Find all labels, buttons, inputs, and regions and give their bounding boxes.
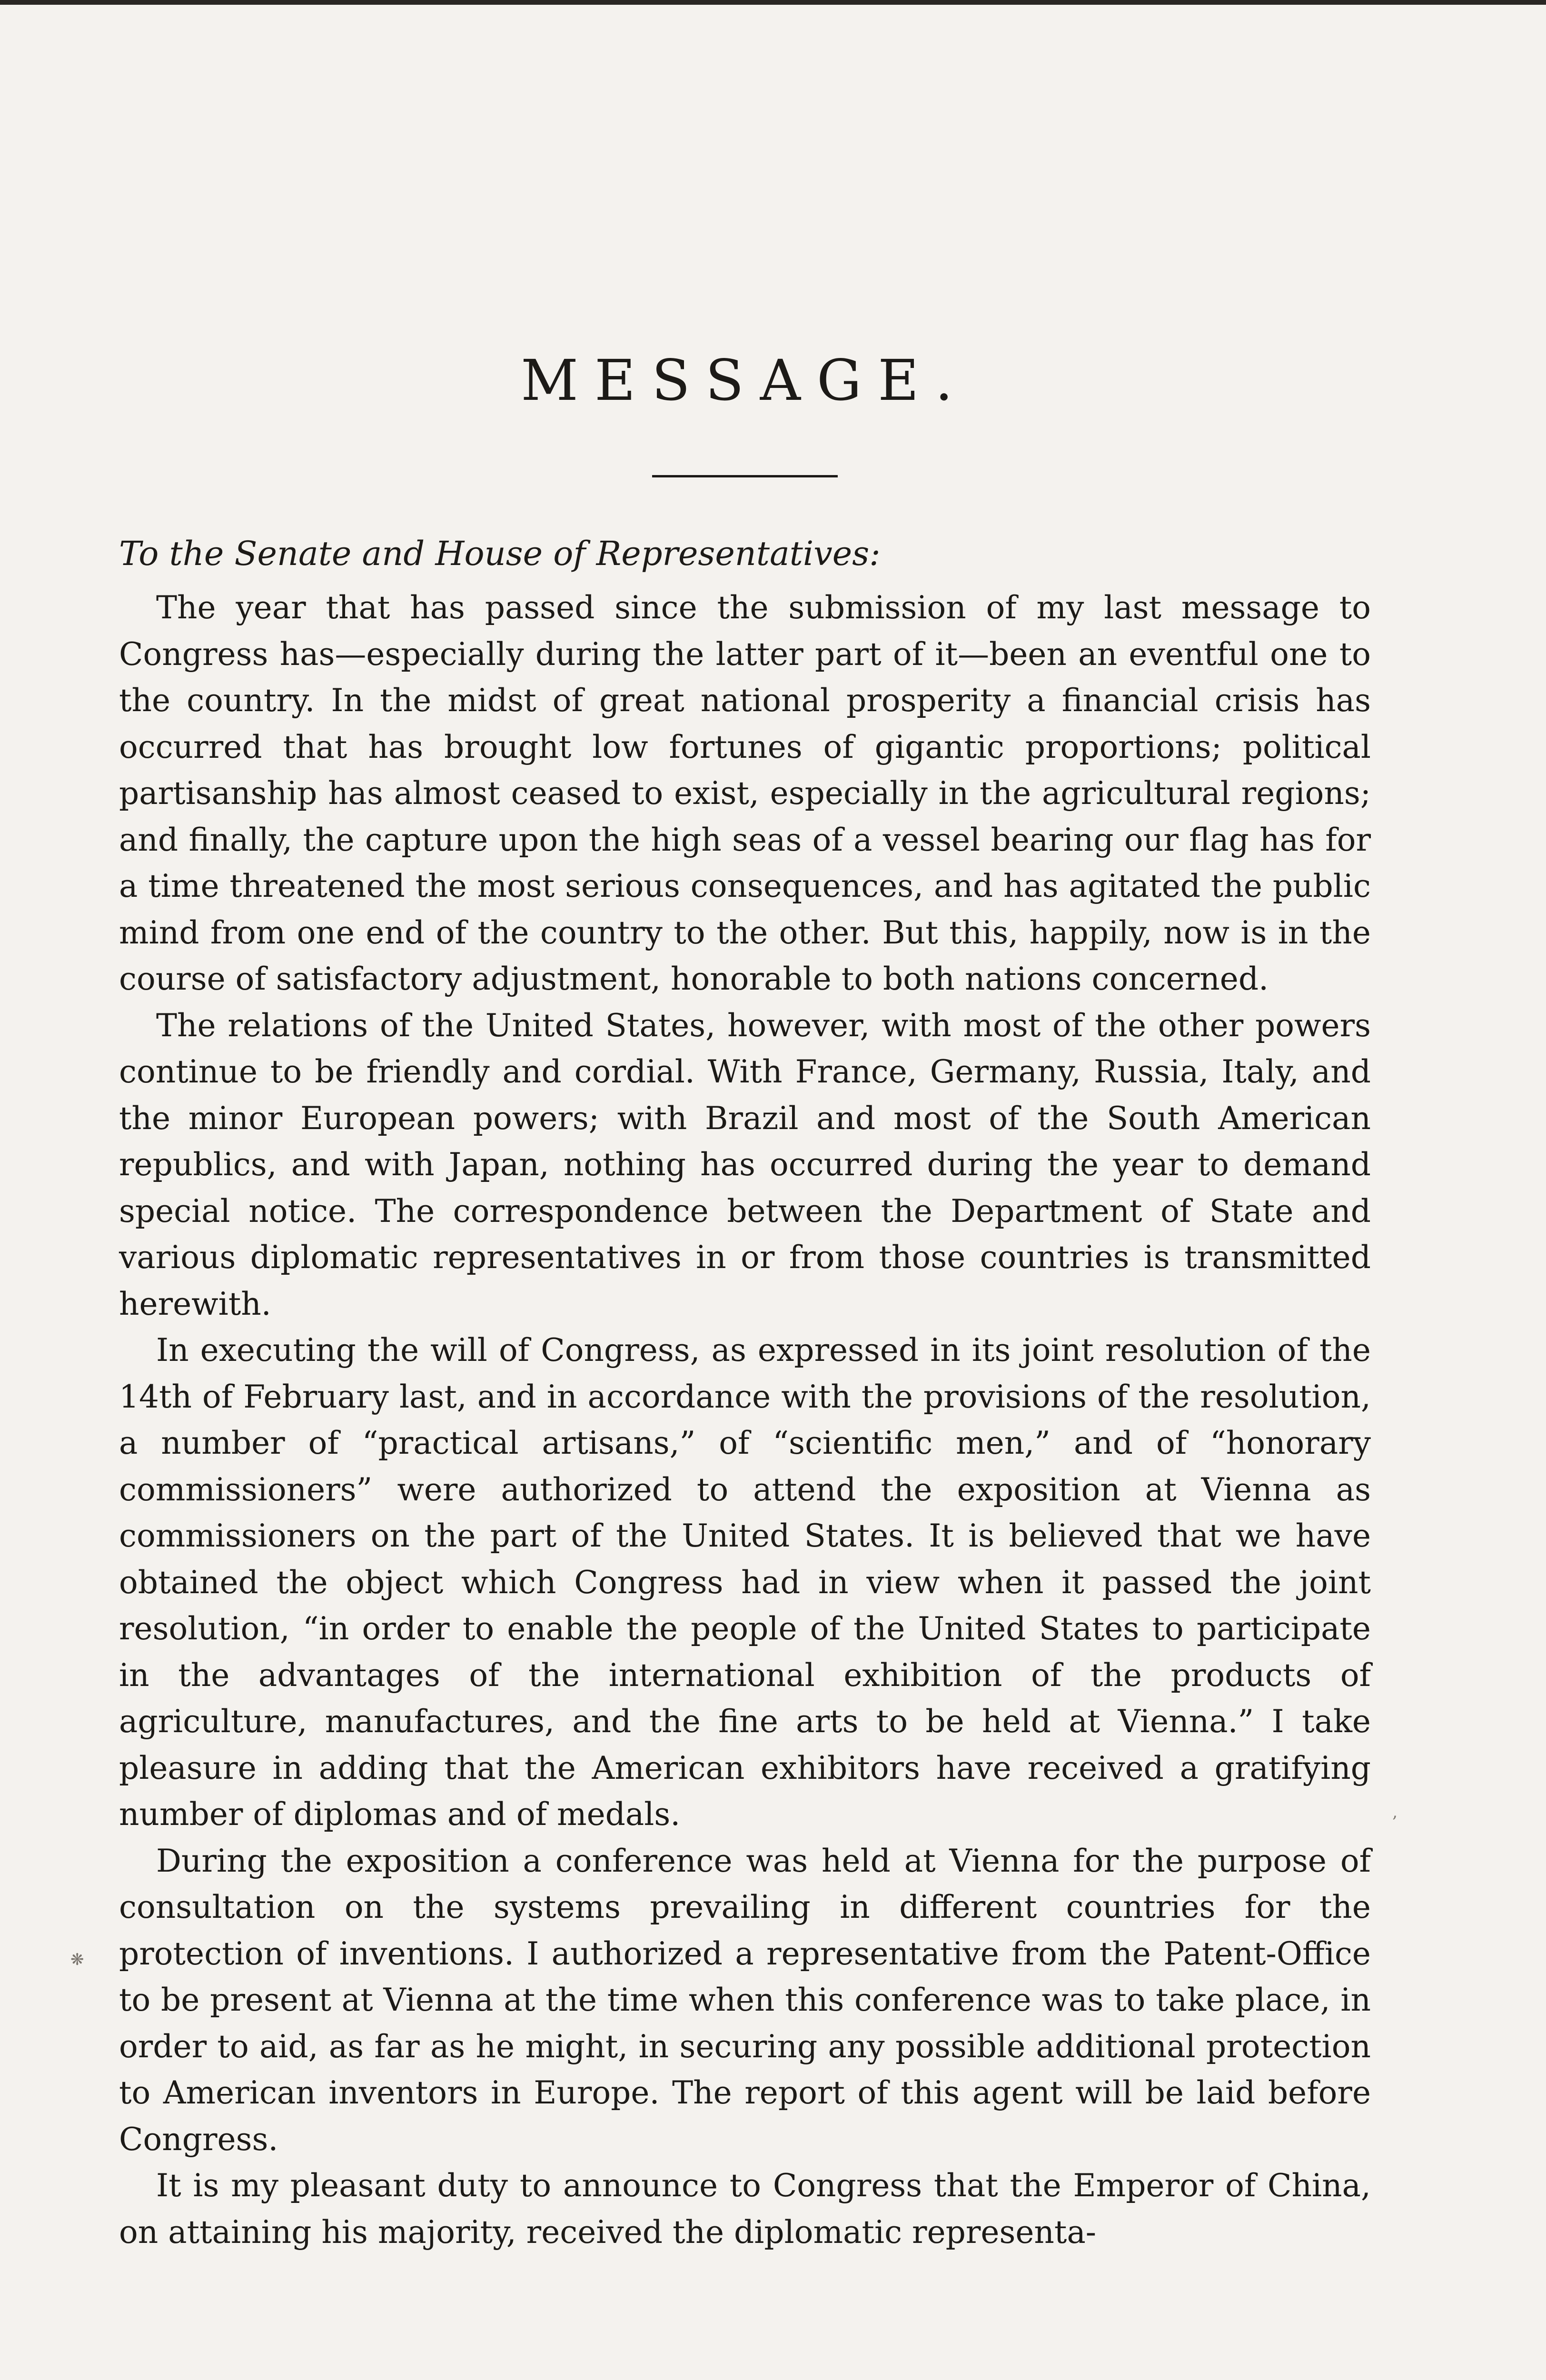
margin-speck: ❋ <box>70 1950 84 1969</box>
title-divider <box>652 475 838 477</box>
paragraph-5: It is my pleasant duty to announce to Congress that the Emperor of China, on attaining his majority, received the diplomatic representa- <box>119 2167 1371 2251</box>
message-body <box>119 585 1371 2255</box>
paragraph-1: The year that has passed since the submission of my last message to Congress has—especially during the latter part of it—been an eventful one to the country. In the midst of great national prosperity a financial crisis has occurred that has brought low fortunes of gigantic proportions; political partisanship has almost ceased to exist, especially in the agricultural regions; and finally, the capture upon the high seas of a vessel bearing our flag has for a time threatened the most serious consequences, and has agitated the public mind from one end of the country to the other. But this, happily, now is in the course of satisfactory adjustment, honorable to both nations concerned. <box>119 589 1371 997</box>
paragraph-4: During the exposition a conference was held at Vienna for the purpose of consultation on the systems prevailing in different countries for the protection of inventions. I authorized a representative from the Patent-Office to be present at Vienna at the time when this conference was to take place, in order to aid, as far as he might, in securing any possible additional protection to American inventors in Europe. The report of this agent will be laid before Congress. <box>119 1842 1371 2158</box>
page-title: MESSAGE. <box>521 347 969 413</box>
salutation: To the Senate and House of Representatives: <box>119 534 881 573</box>
paragraph-3: In executing the will of Congress, as expressed in its joint resolution of the 14th of February last, and in accordance with the provisions of the resolution, a number of “practical artisans,” of “scientific men,” and of “honorary commissioners” were authorized to attend the exposition at Vienna as commissioners on the part of the United States. It is believed that we have obtained the object which Congress had in view when it passed the joint resolution, “in order to enable the people of the United States to participate in the advantages of the international exhibition of the products of agriculture, manufactures, and the fine arts to be held at Vienna.” I take pleasure in adding that the American exhibitors have received a gratifying number of diplomas and of medals. <box>119 1332 1371 1833</box>
paragraph-2: The relations of the United States, however, with most of the other powers continue to be friendly and cordial. With France, Germany, Russia, Italy, and the minor European powers; with Brazil and most of the South American republics, and with Japan, nothing has occurred during the year to demand special notice. The correspondence between the Department of State and various diplomatic representatives in or from those countries is transmitted herewith. <box>119 1007 1371 1322</box>
document-page <box>119 0 1371 2380</box>
margin-speck: ‚ <box>1392 1803 1397 1822</box>
